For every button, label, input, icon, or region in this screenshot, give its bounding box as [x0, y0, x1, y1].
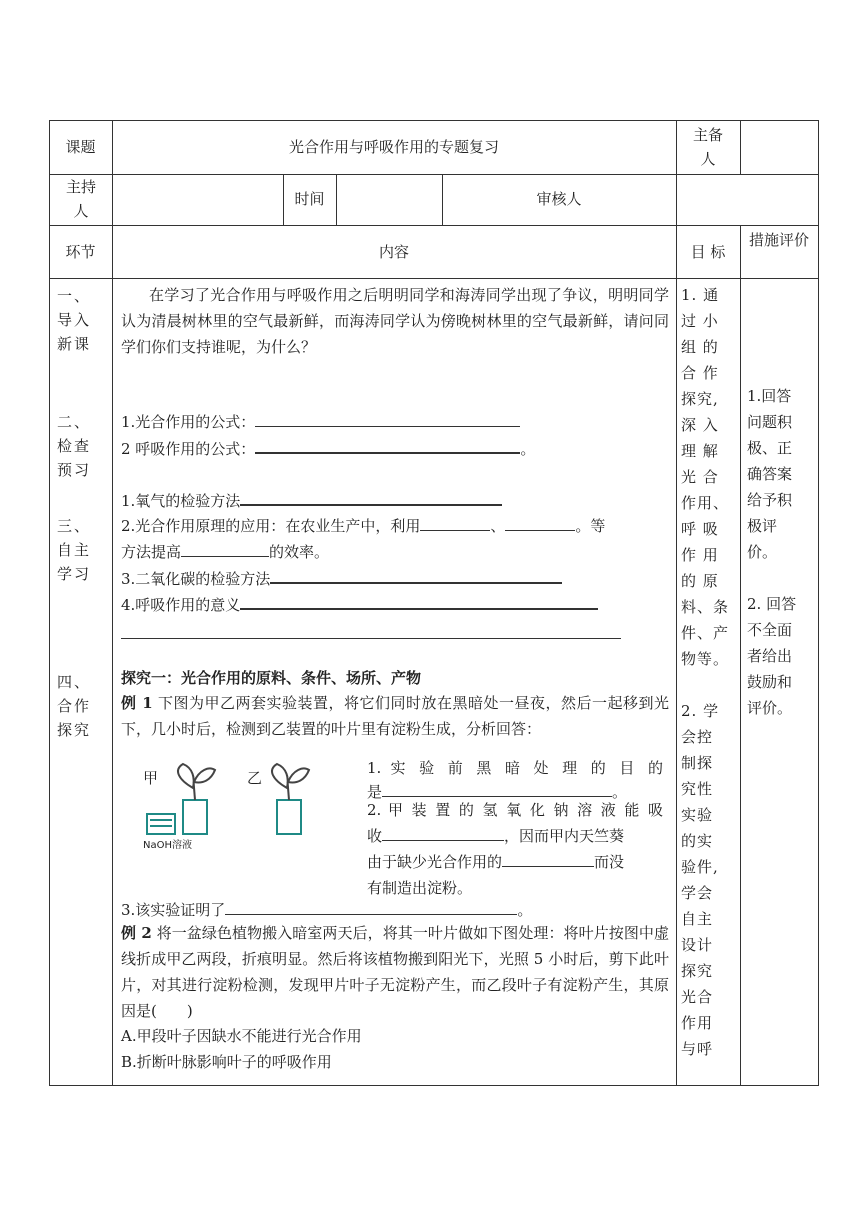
goal-line: 作用	[681, 1014, 714, 1032]
goal-line: 过 小	[681, 312, 719, 330]
eval-line: 鼓励和	[747, 673, 793, 691]
option-a: A.甲段叶子因缺水不能进行光合作用	[121, 1027, 362, 1045]
goal-line: 2. 学	[681, 702, 720, 720]
goal-line: 光 合	[681, 468, 719, 486]
eval-line: 给予积	[747, 491, 793, 509]
eval-line: 评价。	[747, 699, 793, 717]
ex1-q2c: 由于缺少光合作用的 而没	[367, 850, 663, 874]
goal-line: 件、产	[681, 624, 730, 642]
goal-line: 呼 吸	[681, 520, 719, 538]
goal-line: 合 作	[681, 364, 719, 382]
ex1-q2a: 2. 甲 装 置 的 氢 氧 化 钠 溶 液 能 吸	[367, 801, 663, 819]
goal-line: 究性	[681, 780, 714, 798]
eval-line: 问题积	[747, 413, 793, 431]
eval-line: 1.回答	[747, 387, 792, 405]
self-study-q2-cont: 方法提高 的效率。	[121, 540, 669, 564]
goal-line: 物等。	[681, 650, 730, 668]
host-label: 主持人	[65, 178, 96, 220]
option-b: B.折断叶脉影响叶子的呼吸作用	[121, 1053, 332, 1071]
goal-line: 会控	[681, 728, 714, 746]
ex1-q3: 3.该实验证明了 。	[121, 898, 669, 922]
goal-text	[681, 282, 737, 1062]
self-study-q1: 1.氧气的检验方法	[121, 488, 669, 513]
topic-title: 光合作用与呼吸作用的专题复习	[288, 138, 499, 156]
eval-line: 2. 回答	[747, 595, 797, 613]
goal-line	[681, 672, 737, 698]
preview-q2: 2 呼吸作用的公式： 。	[121, 436, 669, 461]
section-preview: 二、检查 预习	[57, 413, 92, 479]
goal-line: 理 解	[681, 442, 719, 460]
intro-text: 在学习了光合作用与呼吸作用之后明明同学和海涛同学出现了争议，明明同学认为清晨树林里的空气最新鲜，而海涛同学认为傍晚树林里的空气最新鲜，请问同学们你们支持谁呢，为什么？	[121, 286, 669, 356]
lesson-plan-table	[49, 120, 819, 1086]
goal-label: 目 标	[690, 243, 726, 261]
explore-title: 探究一：光合作用的原料、条件、场所、产物	[121, 669, 422, 687]
ex1-q2b: 收 ，因而甲内天竺葵	[367, 824, 663, 848]
goal-line: 探究,	[681, 390, 719, 408]
ex1-q1b: 是 。	[367, 780, 663, 804]
goal-line: 设计	[681, 936, 714, 954]
goal-line: 自主	[681, 910, 714, 928]
goal-line: 料、条	[681, 598, 730, 616]
eval-text	[747, 383, 815, 721]
self-study-q4: 4.呼吸作用的意义	[121, 592, 669, 617]
eval-line: 极评	[747, 517, 778, 535]
topic-label: 课题	[65, 138, 96, 156]
goal-line: 作 用	[681, 546, 719, 564]
eval-line: 不全面	[747, 621, 793, 639]
goal-line: 组 的	[681, 338, 719, 356]
section-intro: 一、导入 新课	[57, 287, 92, 353]
reviewer-label: 审核人	[536, 190, 582, 208]
eval-line: 极、正	[747, 439, 793, 457]
goal-line: 作用、	[681, 494, 730, 512]
self-study-q2: 2.光合作用原理的应用：在农业生产中，利用 、 。等	[121, 514, 669, 538]
example-2: 例 2 将一盆绿色植物搬入暗室两天后，将其一叶片做如下图处理：将叶片按图中虚线折成甲乙两段，折痕明显。然后将该植物搬到阳光下，光照 5 小时后，剪下此叶片，对其进行淀粉检测，发现甲片叶子无淀粉产生，而乙段叶子有淀粉产生，其原因是( )	[121, 924, 669, 1020]
preparer-label: 主备人	[692, 126, 723, 168]
experiment-figure	[133, 760, 333, 860]
goal-line: 与呼	[681, 1040, 714, 1058]
section-label: 环节	[65, 243, 96, 261]
example-1: 例 1 下图为甲乙两套实验装置，将它们同时放在黑暗处一昼夜，然后一起移到光下，几小时后，检测到乙装置的叶片里有淀粉生成，分析回答：	[121, 694, 669, 738]
content-label: 内容	[378, 243, 409, 261]
goal-line: 1. 通	[681, 286, 720, 304]
figure-label-jia: 甲	[143, 769, 159, 787]
time-label: 时间	[294, 190, 325, 208]
eval-line: 价。	[747, 543, 778, 561]
goal-line: 制探	[681, 754, 714, 772]
section-explore: 四、合作 探究	[57, 673, 92, 739]
eval-label: 措施评价	[749, 231, 810, 249]
ex1-q2d: 有制造出淀粉。	[367, 879, 473, 897]
goal-line: 学会	[681, 884, 714, 902]
self-study-q3: 3.二氧化碳的检验方法	[121, 566, 669, 591]
goal-line: 的实	[681, 832, 714, 850]
goal-line: 的 原	[681, 572, 719, 590]
goal-line: 光合	[681, 988, 714, 1006]
eval-line	[747, 565, 815, 591]
goal-line: 验件,	[681, 858, 719, 876]
figure-label-yi: 乙	[247, 769, 263, 787]
goal-line: 探究	[681, 962, 714, 980]
preview-q1: 1.光合作用的公式：	[121, 410, 669, 434]
eval-line: 者给出	[747, 647, 793, 665]
section-self-study: 三、自主 学习	[57, 517, 92, 583]
naoh-label: NaOH溶液	[143, 840, 192, 851]
goal-line: 深 入	[681, 416, 719, 434]
eval-line: 确答案	[747, 465, 793, 483]
ex1-q1a: 1. 实 验 前 黑 暗 处 理 的 目 的	[367, 759, 663, 777]
goal-line: 实验	[681, 806, 714, 824]
